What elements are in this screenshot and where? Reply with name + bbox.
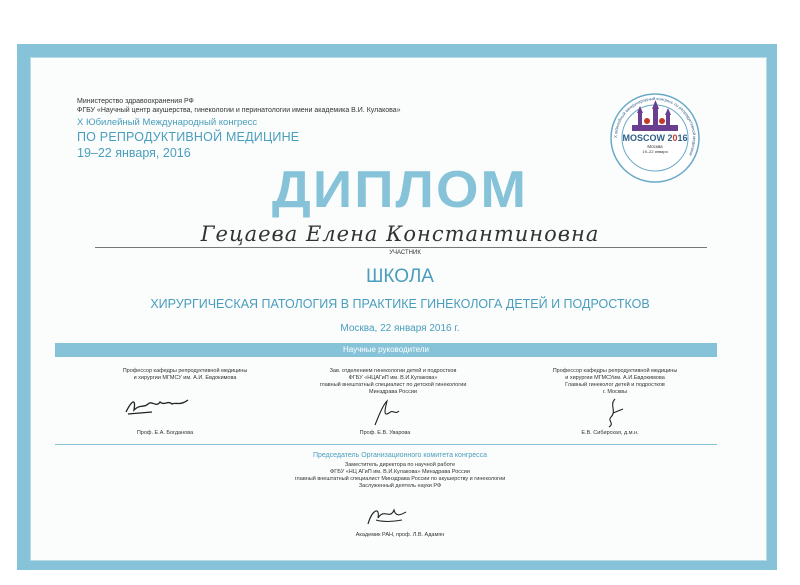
course-title: ХИРУРГИЧЕСКАЯ ПАТОЛОГИЯ В ПРАКТИКЕ ГИНЕКОЛОГА ДЕТЕЙ И ПОДРОСТКОВ	[150, 297, 650, 311]
supervisor-2-name: Проф. Е.В. Уварова	[359, 430, 411, 436]
supervisor-2-credentials	[293, 368, 493, 396]
signature-2-image	[365, 395, 405, 430]
supervisor-3-line-3: Главный гинеколог детей и подростков	[565, 382, 665, 388]
supervisor-3-line-1: Профессор кафедры репродуктивной медицины	[552, 368, 678, 374]
supervisor-1-name: Проф. Е.А. Богданова	[136, 430, 194, 436]
ministry-line-1: Министерство здравоохранения РФ	[77, 98, 194, 105]
logo-ring-text: X юбилейный международный конгресс по репродуктивной медицине	[612, 95, 698, 157]
supervisor-2-line-1: Зав. отделением гинекологии детей и подростков	[329, 368, 457, 374]
supervisor-1-credentials	[90, 368, 280, 382]
supervisor-3-credentials	[520, 368, 710, 396]
logo-sub-2: 19–22 января	[642, 149, 668, 154]
logo-city-text: MOSCOW 2016	[622, 133, 688, 143]
supervisor-3-line-4: г. Москвы	[602, 389, 628, 395]
supervisor-2-line-4: Минздрава России	[369, 389, 417, 395]
chair-line-2: ФГБУ «НЦ АГиП им. В.И.Кулакова» Минздрава России	[330, 469, 470, 475]
congress-name: ПО РЕПРОДУКТИВНОЙ МЕДИЦИНЕ	[77, 130, 300, 144]
school-heading: ШКОЛА	[366, 266, 434, 287]
signature-3-image	[595, 395, 635, 430]
supervisors-band	[55, 343, 717, 357]
jubilee-line: X Юбилейный Международный конгресс	[77, 117, 258, 128]
signature-1-image	[122, 390, 192, 420]
chair-line-3: главный внештатный специалист Минздрава России по акушерству и гинекологии	[294, 476, 506, 482]
supervisor-3-line-2: и хирургии МГМСУим. А.И.Евдокимова	[565, 375, 665, 381]
place-and-date: Москва, 22 января 2016 г.	[340, 323, 460, 334]
ministry-header	[77, 97, 401, 115]
diploma-title: ДИПЛОМ	[271, 161, 529, 219]
chair-name: Академик РАН, проф. Л.В. Адамян	[355, 532, 445, 538]
supervisors-label: Научные руководители	[339, 343, 433, 357]
supervisor-2-line-3: главный внештатный специалист по детской гинекологии	[319, 382, 467, 388]
name-underline	[95, 247, 707, 248]
supervisor-3-name: Е.В. Сибирская, д.м.н.	[581, 430, 639, 436]
logo-sub-1: Москва	[647, 144, 663, 149]
signature-chair-image	[362, 500, 412, 530]
chair-line-4: Заслуженный деятель науки РФ	[358, 483, 442, 489]
ministry-line-2: ФГБУ «Научный центр акушерства, гинекологии и перинатологии имени академика В.И. Кулакова»	[77, 107, 401, 114]
recipient-role: УЧАСТНИК	[389, 250, 421, 256]
supervisor-1-line-1: Профессор кафедры репродуктивной медицины	[122, 368, 248, 374]
supervisor-2-line-2: ФГБУ «НЦАГиП им. В.И.Кулакова»	[348, 375, 438, 381]
recipient-name: Гецаева Елена Константиновна	[200, 222, 600, 246]
congress-dates: 19–22 января, 2016	[77, 146, 191, 160]
supervisor-1-line-2: и хирургии МГМСУ им. А.И. Евдокимова	[133, 375, 237, 381]
chair-line-1: Заместитель директора по научной работе	[344, 462, 456, 468]
chair-credentials	[200, 462, 600, 490]
divider-line	[55, 444, 717, 445]
chair-title: Председатель Организационного комитета конгресса	[312, 452, 488, 459]
